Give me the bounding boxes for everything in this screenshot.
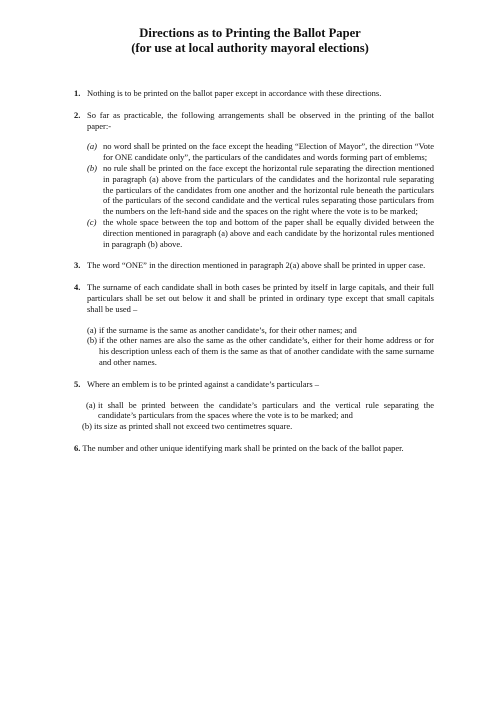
paragraph-text: The word “ONE” in the direction mentioned in paragraph 2(a) above shall be printed in upper case. [87,260,426,271]
list-item-text: if the other names are also the same as the other candidate’s, either for their home address or for his description unless each of them is the same as that of another candidate with the same surname and other names. [99,335,434,367]
paragraph-4-items [74,325,434,368]
title-line-2: (for use at local authority mayoral elections) [131,41,369,55]
paragraph-text: Where an emblem is to be printed against a candidate’s particulars – [87,378,320,389]
list-item-text: no rule shall be printed on the face except the horizontal rule separating the direction mentioned in paragraph (a) above from the particulars of the candidates and the horizontal rule separating the particulars of the candidates from one another and the horizontal rule beneath the particulars of the particulars of the second candidate and the vertical rules separating those particulars from the numbers on the left-hand side and the spaces on the right where the vote is to be marked; [103,162,434,217]
paragraph-number: 5. [74,378,81,389]
paragraph-5 [74,379,434,390]
paragraph-3 [74,260,434,271]
list-item-label: (b) [87,335,97,346]
list-item-label: (c) [87,216,97,227]
page-title [0,26,500,56]
list-item-text: no word shall be printed on the face except the heading “Election of Mayor”, the direction “Vote for ONE candidate only”, the particulars of the candidates and words forming part of emblems; [103,141,434,163]
list-item-text: the whole space between the top and bottom of the paper shall be equally divided between the direction mentioned in paragraph (a) above and each candidate by the horizontal rules mentioned in paragraph (b) above. [103,216,434,249]
paragraph-number: 6. [74,442,81,453]
list-item-label: (b) [87,162,97,173]
list-item [87,325,434,336]
paragraph-number: 4. [74,282,81,293]
list-item [87,217,434,249]
paragraph-number: 1. [74,88,81,98]
list-item [87,163,434,217]
list-item-label: (a) [87,141,97,152]
list-item [74,400,434,422]
paragraph-number: 3. [74,260,81,271]
paragraph-text: So far as practicable, the following arrangements shall be observed in the printing of the ballot paper:- [87,109,434,131]
list-item-label: (b) [82,421,92,432]
list-item-text: it shall be printed between the candidate’s particulars and the vertical rule separating the candidate’s particulars from the spaces where the vote is to be marked; and [98,399,434,421]
list-item-label: (a) [86,399,96,410]
paragraph-4 [74,282,434,314]
list-item [87,335,434,367]
directions-body [74,88,434,454]
paragraph-1 [74,88,434,99]
paragraph-5-items [74,400,434,432]
title-line-1: Directions as to Printing the Ballot Paper [139,26,361,40]
list-item-text: if the surname is the same as another candidate’s, for their other names; and [99,324,357,335]
paragraph-text: The number and other unique identifying mark shall be printed on the back of the ballot paper. [82,442,404,453]
paragraph-6 [74,443,434,454]
paragraph-text: The surname of each candidate shall in both cases be printed by itself in large capitals, and their full particulars shall be set out below it and shall be printed in ordinary type except that small capitals shall be used – [87,282,434,314]
list-item-text: its size as printed shall not exceed two centimetres square. [94,421,293,432]
paragraph-number: 2. [74,109,81,120]
list-item [74,421,434,432]
list-item-label: (a) [87,324,97,335]
paragraph-2 [74,110,434,132]
paragraph-2-items [74,141,434,249]
list-item [87,141,434,163]
paragraph-text: Nothing is to be printed on the ballot paper except in accordance with these directions. [87,88,382,98]
